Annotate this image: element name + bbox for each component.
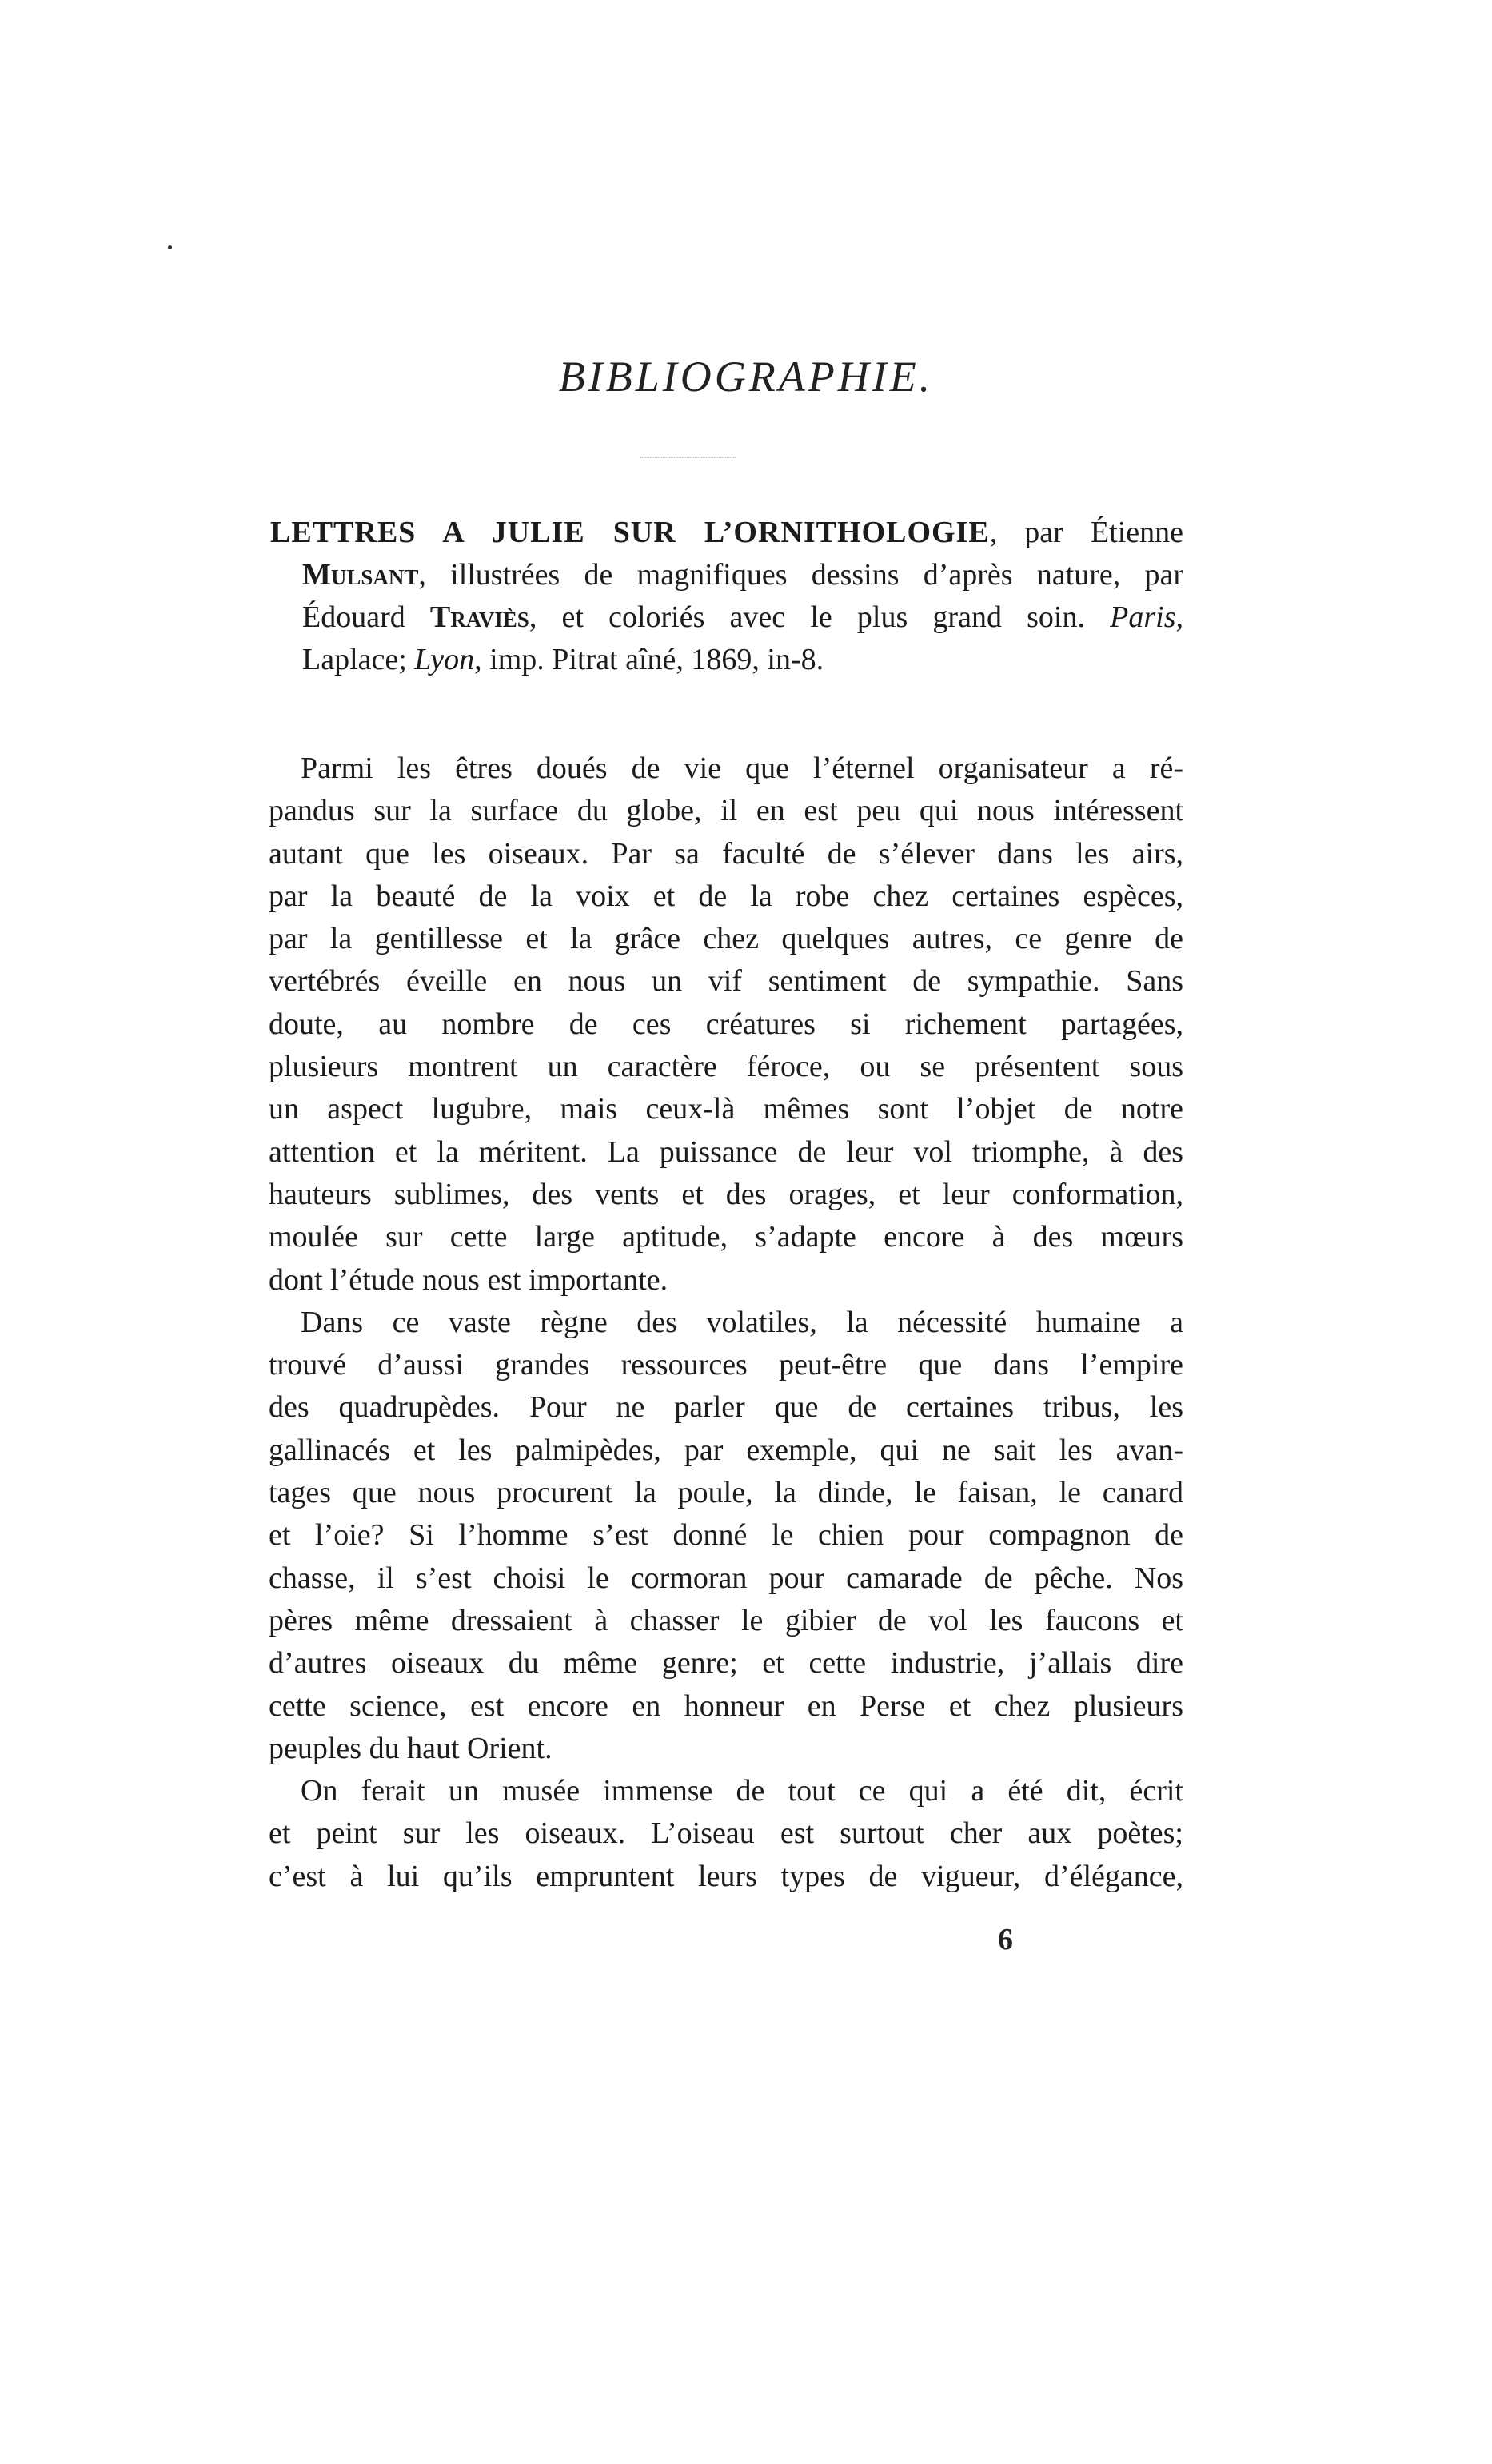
text-line: plusieurs montrent un caractère féroce, ou se présentent sous xyxy=(269,1050,1183,1084)
publication-city-lyon: Lyon xyxy=(414,643,475,676)
text-line: gallinacés et les palmipèdes, par exemple, qui ne sait les avan- xyxy=(269,1433,1183,1467)
text-line: pères même dressaient à chasser le gibier de vol les faucons et xyxy=(269,1603,1183,1637)
biblio-line-3-mid: , et coloriés avec le plus grand soin. xyxy=(529,600,1111,634)
text-line: par la gentillesse et la grâce chez quelques autres, ce genre de xyxy=(269,922,1183,956)
text-line: On ferait un musée immense de tout ce qui a été dit, écrit xyxy=(301,1774,1183,1808)
paragraph-2 xyxy=(269,1302,1183,1770)
print-speck xyxy=(168,245,172,249)
text-line: moulée sur cette large aptitude, s’adapte encore à des mœurs xyxy=(269,1220,1183,1254)
text-line: peuples du haut Orient. xyxy=(269,1731,553,1765)
text-line: et peint sur les oiseaux. L’oiseau est surtout cher aux poètes; xyxy=(269,1816,1183,1851)
text-line: chasse, il s’est choisi le cormoran pour camarade de pêche. Nos xyxy=(269,1561,1183,1595)
illustrator-name: Traviès xyxy=(429,600,529,634)
text-line: des quadrupèdes. Pour ne parler que de certaines tribus, les xyxy=(269,1390,1183,1425)
text-line: dont l’étude nous est importante. xyxy=(269,1262,668,1297)
book-title: LETTRES A JULIE SUR L’ORNITHOLOGIE xyxy=(270,516,990,549)
text-line: vertébrés éveille en nous un vif sentiment de sympathie. Sans xyxy=(269,964,1183,999)
text-line: trouvé d’aussi grandes ressources peut-être que dans l’empire xyxy=(269,1348,1183,1382)
biblio-line-3 xyxy=(270,596,1183,639)
text-line: autant que les oiseaux. Par sa faculté de s’élever dans les airs, xyxy=(269,836,1183,871)
body-text xyxy=(269,748,1183,1898)
text-line: c’est à lui qu’ils empruntent leurs types de vigueur, d’élégance, xyxy=(269,1859,1183,1893)
biblio-line-2-rest: , illustrées de magnifiques dessins d’après nature, par xyxy=(418,558,1183,592)
biblio-line-4-rest: , imp. Pitrat aîné, 1869, in-8. xyxy=(474,643,824,676)
biblio-line-4-prefix: Laplace; xyxy=(302,643,415,676)
page-number: 6 xyxy=(998,1923,1013,1956)
text-line: d’autres oiseaux du même genre; et cette industrie, j’allais dire xyxy=(269,1646,1183,1681)
text-line: Parmi les êtres doués de vie que l’éternel organisateur a ré- xyxy=(301,752,1183,785)
text-line: doute, au nombre de ces créatures si richement partagées, xyxy=(269,1007,1183,1041)
text-line: un aspect lugubre, mais ceux-là mêmes sont l’objet de notre xyxy=(269,1092,1183,1126)
paragraph-1 xyxy=(269,748,1183,1302)
section-heading: BIBLIOGRAPHIE. xyxy=(558,353,934,401)
biblio-line-4 xyxy=(270,639,1183,681)
decorative-rule xyxy=(640,457,736,458)
text-line: hauteurs sublimes, des vents et des orages, et leur conformation, xyxy=(269,1177,1183,1211)
publication-city-paris: Paris, xyxy=(1110,600,1183,634)
text-line: Dans ce vaste règne des volatiles, la nécessité humaine a xyxy=(301,1305,1183,1339)
author-name: Mulsant xyxy=(302,558,419,592)
biblio-line-3-prefix: Édouard xyxy=(302,600,430,634)
text-line: par la beauté de la voix et de la robe chez certaines espèces, xyxy=(269,879,1183,913)
text-line: attention et la méritent. La puissance de leur vol triomphe, à des xyxy=(269,1134,1183,1169)
text-line: tages que nous procurent la poule, la dinde, le faisan, le canard xyxy=(269,1476,1183,1510)
biblio-line-1-rest: , par Étienne xyxy=(989,516,1183,549)
biblio-line-2 xyxy=(270,554,1183,596)
biblio-line-1 xyxy=(270,512,1183,554)
paragraph-3 xyxy=(269,1770,1183,1898)
text-line: pandus sur la surface du globe, il en est peu qui nous intéressent xyxy=(269,794,1183,828)
text-line: cette science, est encore en honneur en Perse et chez plusieurs xyxy=(269,1689,1183,1723)
bibliographic-entry xyxy=(270,512,1183,681)
text-line: et l’oie? Si l’homme s’est donné le chien pour compagnon de xyxy=(269,1518,1183,1553)
